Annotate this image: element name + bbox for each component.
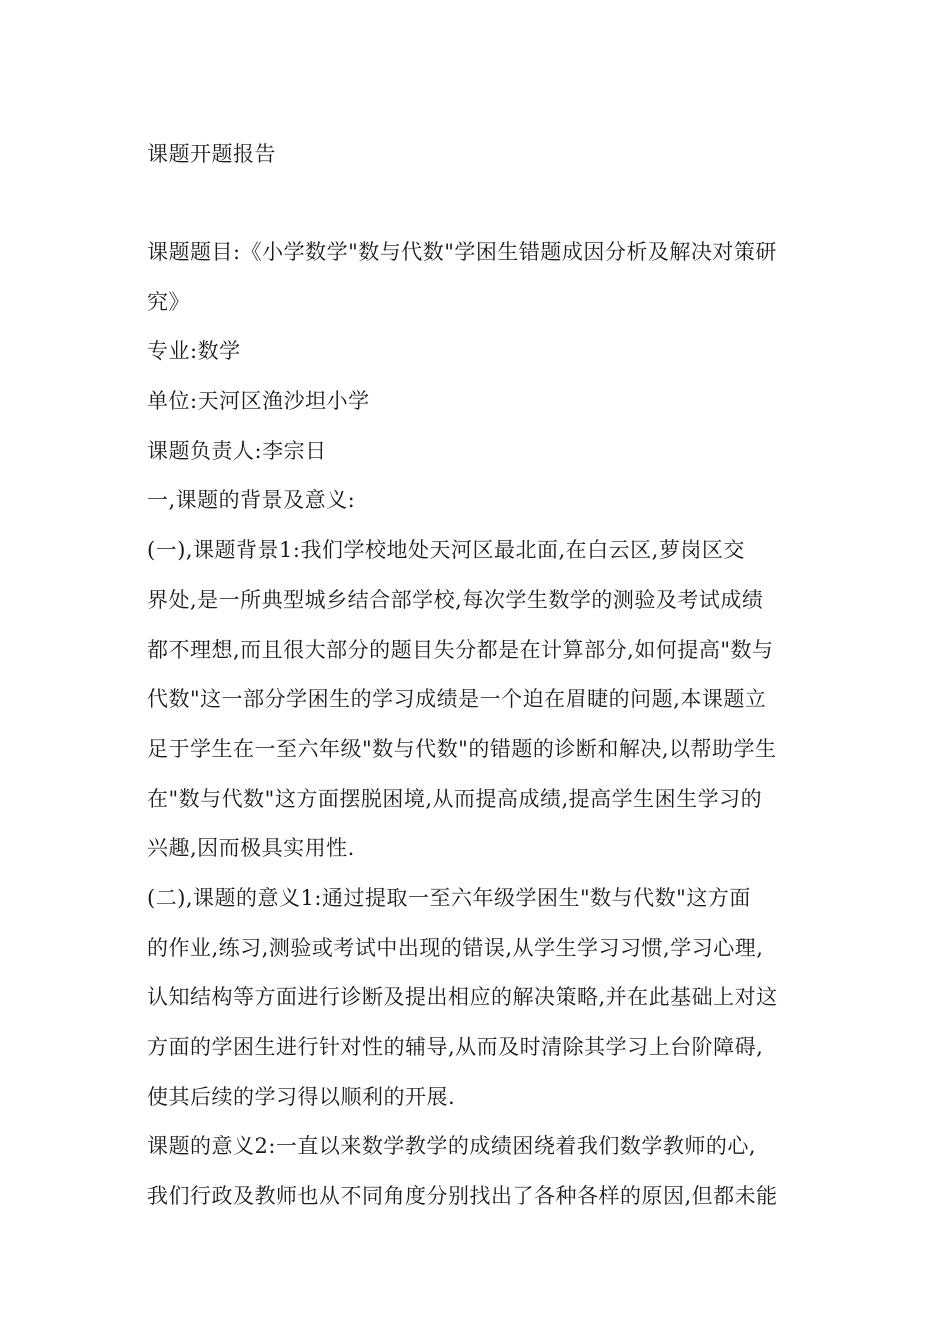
document-title: 课题开题报告 — [147, 142, 276, 166]
body-line: 使其后续的学习得以顺利的开展. — [147, 1084, 456, 1109]
body-line: 都不理想,而且很大部分的题目失分都是在计算部分,如何提高"数与 — [147, 637, 774, 662]
body-line: 单位:天河区渔沙坦小学 — [147, 389, 370, 414]
body-line: 代数"这一部分学困生的学习成绩是一个迫在眉睫的问题,本课题立 — [147, 687, 767, 712]
body-line: 足于学生在一至六年级"数与代数"的错题的诊断和解决,以帮助学生 — [147, 736, 777, 761]
body-line: 兴趣,因而极具实用性. — [147, 836, 355, 861]
body-line: 我们行政及教师也从不同角度分别找出了各种各样的原因,但都未能 — [147, 1184, 778, 1209]
body-line: 在"数与代数"这方面摆脱困境,从而提高成绩,提高学生困生学习的 — [147, 786, 763, 811]
body-line: 的作业,练习,测验或考试中出现的错误,从学生学习习惯,学习心理, — [147, 935, 764, 960]
body-line: 专业:数学 — [147, 339, 241, 364]
body-line: 认知结构等方面进行诊断及提出相应的解决策略,并在此基础上对这 — [147, 985, 778, 1010]
body-line: (二),课题的意义1:通过提取一至六年级学困生"数与代数"这方面 — [147, 885, 751, 910]
body-line: 一,课题的背景及意义: — [147, 488, 356, 513]
body-line: 课题负责人:李宗日 — [147, 438, 327, 463]
document-body — [147, 236, 827, 1230]
body-line: 究》 — [147, 289, 190, 314]
body-line: 课题的意义2:一直以来数学教学的成绩困绕着我们数学教师的心, — [147, 1134, 757, 1159]
body-line: 界处,是一所典型城乡结合部学校,每次学生数学的测验及考试成绩 — [147, 587, 764, 612]
body-line: 方面的学困生进行针对性的辅导,从而及时清除其学习上台阶障碍, — [147, 1035, 764, 1059]
body-line: 课题题目:《小学数学"数与代数"学困生错题成因分析及解决对策研 — [147, 240, 777, 264]
body-line: (一),课题背景1:我们学校地处天河区最北面,在白云区,萝岗区交 — [147, 538, 745, 563]
